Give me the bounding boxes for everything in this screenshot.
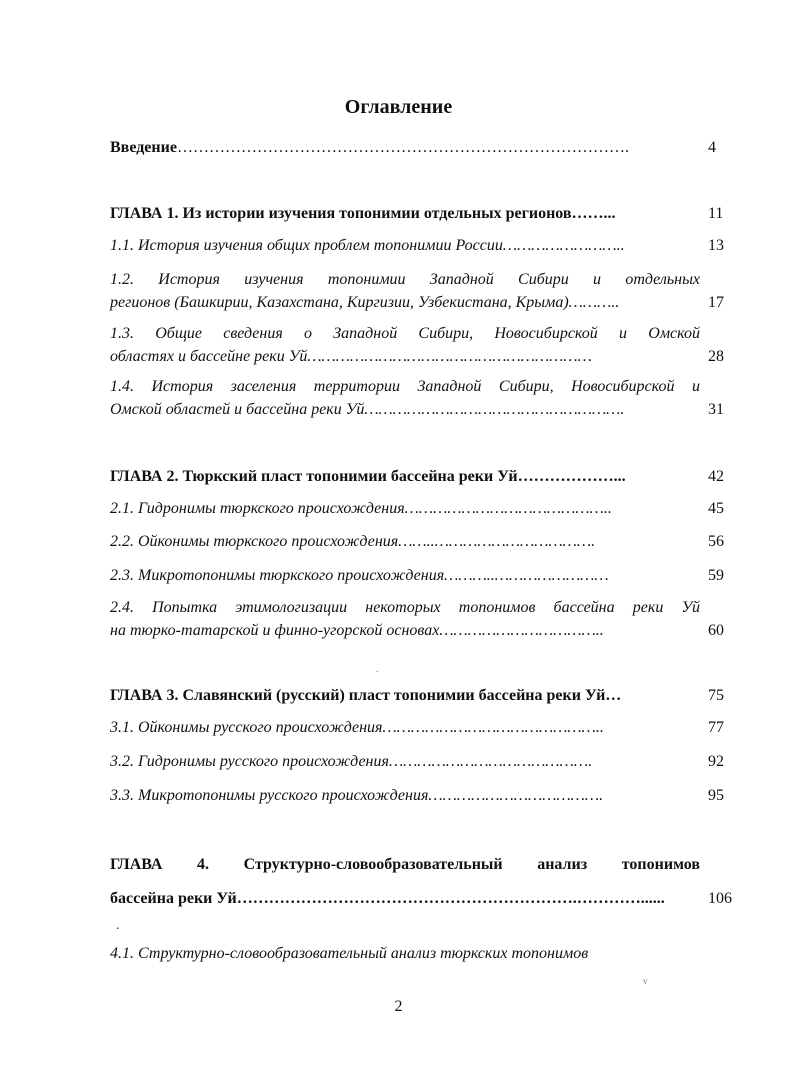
toc-section-2-3[interactable] <box>110 564 724 587</box>
toc-page-number: 60 <box>708 622 724 639</box>
toc-page-number: 95 <box>708 787 724 804</box>
toc-leader-dots: ……….. <box>568 294 620 311</box>
toc-section-2-4[interactable] <box>110 596 724 642</box>
page-number: 2 <box>394 998 403 1015</box>
toc-section-1-4[interactable] <box>110 375 724 421</box>
toc-leader-dots: …………………….. <box>502 237 625 254</box>
toc-entry-text: ГЛАВА 1. Из истории изучения топонимии отдельных регионов <box>110 205 572 222</box>
toc-entry-line-1: 2.4. Попытка этимологизации некоторых топонимов бассейна реки Уй <box>110 599 700 616</box>
toc-entry-line-2: на тюрко-татарской и финно-угорской основах <box>110 622 440 639</box>
toc-section-3-3[interactable] <box>110 784 724 807</box>
toc-entry-line-1: 1.2. История изучения топонимии Западной Сибири и отдельных <box>110 271 700 288</box>
toc-section-1-1[interactable] <box>110 234 724 257</box>
toc-entry-text: ГЛАВА 3. Славянский (русский) пласт топонимии бассейна реки Уй <box>110 687 606 704</box>
toc-leader-dots: ……………………………………. <box>388 753 593 770</box>
toc-entry-text: 2.3. Микротопонимы тюркского происхождения <box>110 567 445 584</box>
toc-page-number: 77 <box>708 719 724 736</box>
toc-page-number: 56 <box>708 533 724 550</box>
toc-entry-line-1: 1.3. Общие сведения о Западной Сибири, Новосибирской и Омской <box>110 325 700 342</box>
toc-entry-text: 2.1. Гидронимы тюркского происхождения <box>110 500 405 517</box>
toc-leader-dots: ………………………………. <box>428 787 604 804</box>
toc-leader-dots: ………..…………………… <box>444 567 609 584</box>
toc-page-number: 4 <box>708 139 716 156</box>
toc-leader-dots: …………………………………………………… <box>307 348 592 365</box>
toc-chapter-3[interactable] <box>110 684 724 707</box>
toc-entry-text: 1.1. История изучения общих проблем топонимии России <box>110 237 503 254</box>
toc-chapter-4[interactable] <box>110 848 732 916</box>
toc-entry-text: 3.1. Ойконимы русского происхождения <box>110 719 383 736</box>
toc-page-number: 11 <box>708 205 724 222</box>
toc-leader-dots: ……………………………………….. <box>382 719 604 736</box>
toc-entry-text: 4.1. Структурно-словообразовательный анализ тюркских топонимов <box>110 945 589 962</box>
toc-chapter-1[interactable] <box>110 202 724 225</box>
toc-entry-text: ГЛАВА 2. Тюркский пласт топонимии бассейна реки Уй <box>110 468 518 485</box>
toc-entry-text: 3.2. Гидронимы русского происхождения <box>110 753 389 770</box>
page-title: Оглавление <box>344 96 453 118</box>
toc-leader-dots: ……..……………………………. <box>398 533 596 550</box>
toc-page-number: 59 <box>708 567 724 584</box>
toc-page-number: 45 <box>708 500 724 517</box>
toc-entry-line-2: регионов (Башкирии, Казахстана, Киргизии, Узбекистана, Крыма) <box>110 294 569 311</box>
toc-leader-dots: ………………... <box>517 468 626 485</box>
toc-page-number: 28 <box>708 348 724 365</box>
toc-section-2-2[interactable] <box>110 530 724 553</box>
toc-section-3-1[interactable] <box>110 716 724 739</box>
scan-speck: . <box>376 664 379 675</box>
scan-check-mark: v <box>643 976 648 986</box>
toc-section-1-2[interactable] <box>110 268 724 314</box>
scan-dot: . <box>116 918 120 933</box>
toc-section-1-3[interactable] <box>110 322 724 368</box>
toc-entry-line-1: ГЛАВА 4. Структурно-словообразовательный анализ топонимов <box>110 856 700 873</box>
toc-entry-text: 2.2. Ойконимы тюркского происхождения <box>110 533 399 550</box>
toc-page-number: 75 <box>708 687 724 704</box>
toc-leader-dots: ……... <box>571 205 616 222</box>
toc-page-number: 17 <box>708 294 724 311</box>
toc-entry-line-2: бассейна реки Уй <box>110 890 237 907</box>
toc-page-number: 92 <box>708 753 724 770</box>
toc-entry-text: 3.3. Микротопонимы русского происхождения <box>110 787 429 804</box>
toc-leader-dots: ………………………………………………. <box>364 401 625 418</box>
toc-page-number: 13 <box>708 237 724 254</box>
toc-chapter-2[interactable] <box>110 465 724 488</box>
toc-page-number: 106 <box>708 890 732 907</box>
toc-page-number: 42 <box>708 468 724 485</box>
toc-entry-line-2: Омской областей и бассейна реки Уй <box>110 401 365 418</box>
toc-page-number: 31 <box>708 401 724 418</box>
toc-leader-dots: …………………………………………………………………………. <box>176 139 629 156</box>
toc-entry-intro[interactable] <box>110 136 716 159</box>
toc-section-3-2[interactable] <box>110 750 724 773</box>
toc-leader-dots: …………………………………….. <box>404 500 612 517</box>
toc-leader-dots: ……………………………………………………….…………...... <box>236 890 665 907</box>
toc-entry-text: Введение <box>110 139 177 156</box>
toc-section-4-1[interactable] <box>110 942 700 965</box>
toc-entry-line-2: областях и бассейне реки Уй <box>110 348 308 365</box>
toc-entry-line-1: 1.4. История заселения территории Западной Сибири, Новосибирской и <box>110 378 700 395</box>
toc-leader-dots: …………………………….. <box>439 622 604 639</box>
toc-section-2-1[interactable] <box>110 497 724 520</box>
toc-leader-dots: … <box>605 687 622 704</box>
